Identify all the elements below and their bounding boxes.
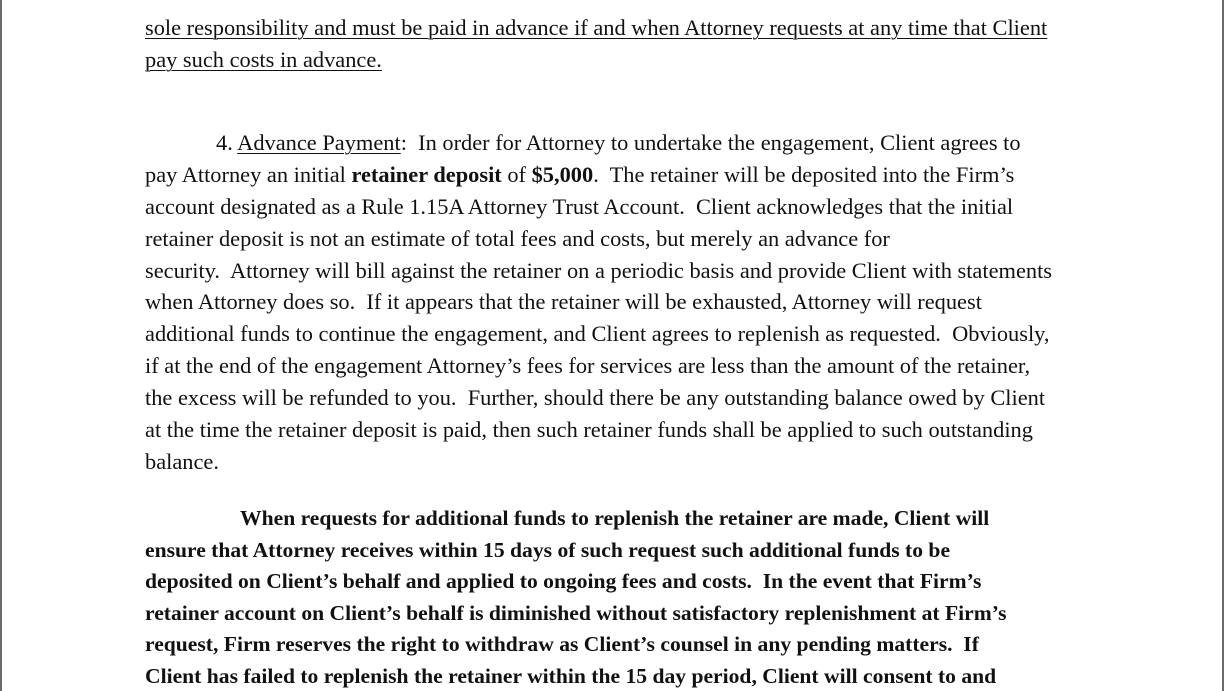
bold-line-1: When requests for additional funds to replenish the retainer are made, Client will [240, 506, 990, 530]
section-4-line-8: if at the end of the engagement Attorney’s fees for services are less than the amount of the retainer, [145, 353, 1031, 378]
section-4-first-line [216, 127, 1021, 159]
section-4-line-7: additional funds to continue the engagement, and Client agrees to replenish as requested. Obviously, [145, 321, 1050, 346]
bold-line-6: Client has failed to replenish the retainer within the 15 day period, Client will consent to and [145, 663, 997, 688]
line-2-pre: pay Attorney an initial [145, 162, 352, 187]
page-edge-left [0, 0, 2, 691]
section-4-line-9: the excess will be refunded to you. Further, should there be any outstanding balance owed by Client [145, 385, 1046, 410]
section-4-line-11: balance. [145, 449, 219, 474]
retainer-amount: $5,000 [531, 162, 594, 187]
bold-line-5: request, Firm reserves the right to withdraw as Client’s counsel in any pending matters. If [145, 632, 979, 657]
bold-line-4: retainer account on Client’s behalf is diminished without satisfactory replenishment at Firm’s [145, 600, 1007, 625]
bold-line-2: ensure that Attorney receives within 15 days of such request such additional funds to be [145, 537, 951, 562]
section-4-line-3: account designated as a Rule 1.15A Attorney Trust Account. Client acknowledges that the initial [145, 194, 1014, 219]
section-heading: Advance Payment [237, 130, 401, 155]
carryover-line-1: sole responsibility and must be paid in advance if and when Attorney requests at any time that Client [145, 15, 1048, 40]
section-4-line-10: at the time the retainer deposit is paid, then such retainer funds shall be applied to such outstanding [145, 417, 1033, 442]
section-4-line-2 [145, 159, 1014, 191]
carryover-line-2: pay such costs in advance. [145, 47, 382, 72]
section-number: 4. [216, 130, 233, 155]
section-4-line-6: when Attorney does so. If it appears that the retainer will be exhausted, Attorney will request [145, 289, 982, 314]
section-4-line-1-text: In order for Attorney to undertake the engagement, Client agrees to [406, 130, 1021, 155]
section-heading-colon: : [400, 130, 407, 155]
section-4-line-5: security. Attorney will bill against the retainer on a periodic basis and provide Client with statements [145, 258, 1053, 283]
line-2-mid: of [501, 162, 532, 187]
bold-line-3: deposited on Client’s behalf and applied to ongoing fees and costs. In the event that Firm’s [145, 569, 982, 594]
section-4-line-4: retainer deposit is not an estimate of total fees and costs, but merely an advance for [145, 226, 890, 251]
line-2-post: . The retainer will be deposited into the Firm’s [593, 162, 1015, 187]
retainer-deposit-term: retainer deposit [351, 162, 502, 187]
replenishment-paragraph [145, 503, 1007, 691]
